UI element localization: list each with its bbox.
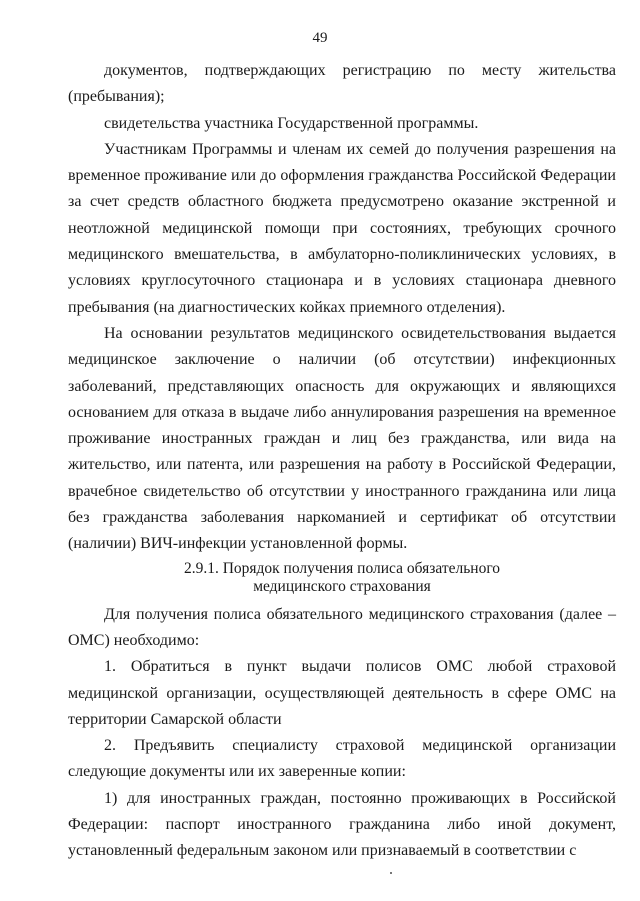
paragraph-registration-documents: документов, подтверждающих регистрацию по месту жительства (пребывания); <box>68 62 616 106</box>
scan-speck <box>390 872 392 874</box>
paragraph-emergency-care: Участникам Программы и членам их семей до получения разрешения на временное проживание или до оформления гражданства Российской Федерации за счет средств областного бюджета предусмотрено оказание экстренной и неотложной медицинской помощи при состояниях, требующих срочного медицинского вмешательства, в амбулаторно-поликлинических условиях, в условиях круглосуточного стационара и в условиях стационара дневного пребывания (на диагностических койках приемного отделения). <box>68 140 616 316</box>
section-heading-line-1: 2.9.1. Порядок получения полиса обязательного <box>183 559 501 577</box>
section-heading-line-2: медицинского страхования <box>253 577 431 595</box>
paragraph-program-certificate: свидетельства участника Государственной программы. <box>104 114 479 132</box>
paragraph-medical-examination: На основании результатов медицинского освидетельствования выдается медицинское заключение о наличии (об отсутствии) инфекционных заболеваний, представляющих опасность для окружающих и являющихся основанием для отказа в выдаче либо аннулирования разрешения на временное проживание иностранных граждан и лиц без гражданства, или вида на жительство, или патента, или разрешения на работу в Российской Федерации, врачебное свидетельство об отсутствии у иностранного гражданина или лица без гражданства заболевания наркоманией и сертификат об отсутствии (наличии) ВИЧ-инфекции установленной формы. <box>68 324 616 553</box>
document-body <box>68 58 616 865</box>
paragraph-foreign-citizens: 1) для иностранных граждан, постоянно проживающих в Российской Федерации: паспорт иностранного гражданина либо иной документ, установленный федеральным законом или признаваемый в соответствии с <box>68 789 616 860</box>
page-number: 49 <box>312 30 328 46</box>
section-heading <box>68 560 616 596</box>
paragraph-step-1: 1. Обратиться в пункт выдачи полисов ОМС любой страховой медицинской организации, осуществляющей деятельность в сфере ОМС на территории Самарской области <box>68 658 616 728</box>
paragraph-oms-intro: Для получения полиса обязательного медицинского страхования (далее – ОМС) необходимо: <box>68 605 616 649</box>
paragraph-step-2: 2. Предъявить специалисту страховой медицинской организации следующие документы или их заверенные копии: <box>68 737 616 781</box>
